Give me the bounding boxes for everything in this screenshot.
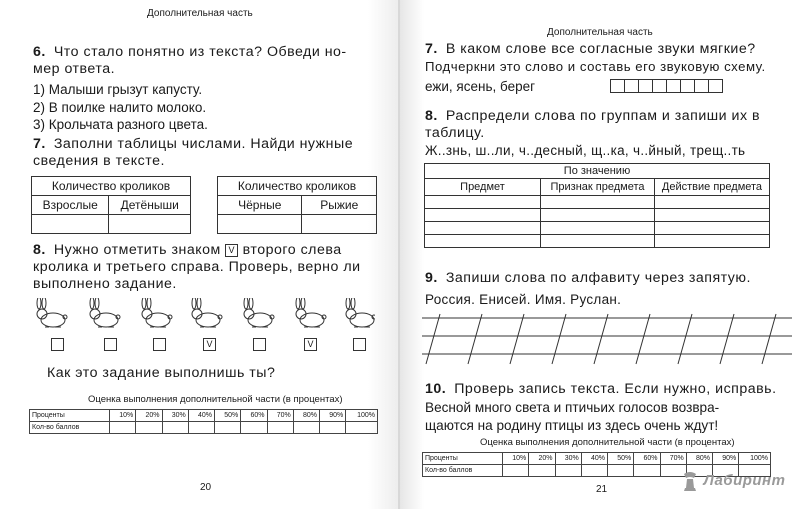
table-cell[interactable] [655, 222, 770, 235]
table-cell[interactable] [541, 209, 655, 222]
percent-cell: 90% [320, 410, 346, 422]
rabbit-checkbox[interactable] [253, 338, 266, 351]
answer-option[interactable]: 2) В поилке налито молоко. [33, 99, 207, 115]
score-cell[interactable] [267, 422, 293, 434]
score-cell[interactable] [215, 422, 241, 434]
task-number: 10. [425, 381, 447, 397]
percent-cell: 60% [241, 410, 267, 422]
task-text: второго слева [242, 242, 342, 258]
percent-cell: 60% [634, 453, 660, 465]
rabbit-count-table-2 [217, 176, 377, 234]
score-cell[interactable] [346, 422, 378, 434]
task-text: кролика и третьего справа. Проверь, верно ли [33, 259, 361, 275]
task-text: мер ответа. [33, 61, 116, 77]
table-cell[interactable] [655, 209, 770, 222]
score-cell[interactable] [503, 465, 529, 477]
rabbit-checkbox[interactable] [51, 338, 64, 351]
word-list: ежи, ясень, берег [425, 79, 536, 94]
task-7 [33, 136, 388, 170]
score-cell[interactable] [293, 422, 319, 434]
word-list: Россия. Енисей. Имя. Руслан. [425, 292, 622, 307]
table-col: Рыжие [302, 196, 377, 215]
writing-lines[interactable] [422, 310, 794, 366]
table-cell[interactable] [302, 215, 377, 234]
table-col: Признак предмета [541, 179, 655, 196]
logo-text: Лабиринт [703, 472, 786, 490]
right-page [400, 0, 800, 509]
task-text: Нужно отметить знаком [53, 242, 221, 258]
word-sort-table [424, 163, 770, 248]
table-col: Детёныши [109, 196, 191, 215]
task-8 [33, 242, 393, 293]
table-header: По значению [425, 164, 770, 179]
percent-cell: 80% [686, 453, 712, 465]
task-text: Подчеркни это слово и составь его звуковую схему. [425, 59, 766, 74]
table-cell[interactable] [32, 215, 109, 234]
sound-scheme[interactable] [610, 79, 722, 98]
table-cell[interactable] [541, 196, 655, 209]
task-text: выполнено задание. [33, 276, 177, 292]
table-cell[interactable] [541, 222, 655, 235]
task-text: сведения в тексте. [33, 153, 165, 169]
table-col: Действие предмета [655, 179, 770, 196]
percent-cell: 70% [660, 453, 686, 465]
rabbit-icon [37, 298, 67, 327]
rabbit-icon [244, 298, 274, 327]
minotaur-icon [681, 470, 699, 492]
rabbit-checkbox[interactable]: V [203, 338, 216, 351]
task-number: 9. [425, 270, 438, 286]
task-number: 7. [33, 136, 46, 152]
task-text: Заполни таблицы числами. Найди нужные [53, 136, 354, 152]
table-col: Предмет [425, 179, 541, 196]
checkmark-sample: V [225, 244, 238, 257]
task-9 [425, 270, 795, 287]
rabbit-icon [90, 298, 120, 327]
table-col: Чёрные [218, 196, 302, 215]
score-label: Проценты [423, 453, 503, 465]
table-header: Количество кроликов [32, 177, 191, 196]
rabbit-icon [142, 298, 172, 327]
page-number: 21 [596, 484, 608, 495]
task-number: 8. [33, 242, 46, 258]
score-cell[interactable] [529, 465, 555, 477]
table-cell[interactable] [655, 235, 770, 248]
page-header: Дополнительная часть [147, 8, 253, 19]
labirint-logo [681, 470, 785, 492]
percent-cell: 40% [581, 453, 607, 465]
score-table [29, 409, 378, 434]
score-label: Кол-во баллов [30, 422, 110, 434]
page-number: 20 [200, 482, 212, 493]
task-number: 7. [425, 41, 438, 57]
answer-option[interactable]: 1) Малыши грызут капусту. [33, 82, 203, 97]
rabbit-icon [296, 298, 326, 327]
score-label: Проценты [30, 410, 110, 422]
table-cell[interactable] [109, 215, 191, 234]
table-cell[interactable] [541, 235, 655, 248]
rabbit-checkbox[interactable] [353, 338, 366, 351]
text-line: щаются на родину птицы из здесь очень ждут! [425, 417, 719, 433]
word-list: Ж..знь, ш..ли, ч..десный, щ..ка, ч..йный, трещ..ть [425, 143, 746, 158]
task-text: Распредели слова по группам и запиши их в [445, 108, 761, 124]
task-8-question: Как это задание выполнишь ты? [47, 365, 276, 381]
score-cell[interactable] [634, 465, 660, 477]
score-cell[interactable] [608, 465, 634, 477]
answer-option[interactable]: 3) Крольчата разного цвета. [33, 117, 208, 132]
table-header: Количество кроликов [218, 177, 377, 196]
rabbit-icon [346, 298, 375, 327]
text-line: Весной много света и птичьих голосов возвра- [425, 400, 720, 415]
percent-cell: 90% [713, 453, 739, 465]
rabbit-count-table-1 [31, 176, 191, 234]
score-cell[interactable] [241, 422, 267, 434]
percent-cell: 70% [267, 410, 293, 422]
percent-cell: 80% [293, 410, 319, 422]
task-text: Запиши слова по алфавиту через запятую. [445, 270, 751, 286]
table-cell[interactable] [218, 215, 302, 234]
task-text: таблицу. [425, 125, 485, 141]
rabbit-row [30, 298, 375, 332]
task-8 [425, 108, 795, 142]
percent-cell: 100% [346, 410, 378, 422]
table-col: Взрослые [32, 196, 109, 215]
score-label: Кол-во баллов [423, 465, 503, 477]
score-cell[interactable] [162, 422, 188, 434]
score-title: Оценка выполнения дополнительной части (в процентах) [480, 437, 735, 448]
task-number: 6. [33, 44, 46, 60]
text-to-check[interactable] [425, 399, 797, 434]
percent-cell: 10% [503, 453, 529, 465]
task-text: Проверь запись текста. Если нужно, исправь. [454, 381, 777, 397]
task-number: 8. [425, 108, 438, 124]
percent-cell: 30% [555, 453, 581, 465]
task-text: В каком слове все согласные звуки мягкие? [445, 41, 756, 57]
task-text: Что стало понятно из текста? Обведи но- [53, 44, 347, 60]
percent-cell: 20% [529, 453, 555, 465]
rabbit-checkbox[interactable] [153, 338, 166, 351]
task-10 [425, 381, 797, 398]
task-7 [425, 41, 795, 75]
rabbit-icon [192, 298, 222, 327]
score-cell[interactable] [110, 422, 136, 434]
table-cell[interactable] [655, 196, 770, 209]
score-cell[interactable] [188, 422, 214, 434]
table-cell[interactable] [425, 196, 541, 209]
table-cell[interactable] [425, 235, 541, 248]
score-cell[interactable] [555, 465, 581, 477]
task-6 [33, 44, 388, 78]
answer-list [33, 81, 208, 134]
score-cell[interactable] [320, 422, 346, 434]
rabbit-checkbox[interactable]: V [304, 338, 317, 351]
score-cell[interactable] [136, 422, 162, 434]
percent-cell: 30% [162, 410, 188, 422]
percent-cell: 40% [188, 410, 214, 422]
percent-cell: 10% [110, 410, 136, 422]
percent-cell: 100% [739, 453, 771, 465]
percent-cell: 50% [608, 453, 634, 465]
table-cell[interactable] [425, 222, 541, 235]
page-header: Дополнительная часть [547, 27, 653, 38]
score-cell[interactable] [581, 465, 607, 477]
score-title: Оценка выполнения дополнительной части (в процентах) [88, 394, 343, 405]
percent-cell: 50% [215, 410, 241, 422]
table-cell[interactable] [425, 209, 541, 222]
rabbit-checkbox[interactable] [104, 338, 117, 351]
percent-cell: 20% [136, 410, 162, 422]
